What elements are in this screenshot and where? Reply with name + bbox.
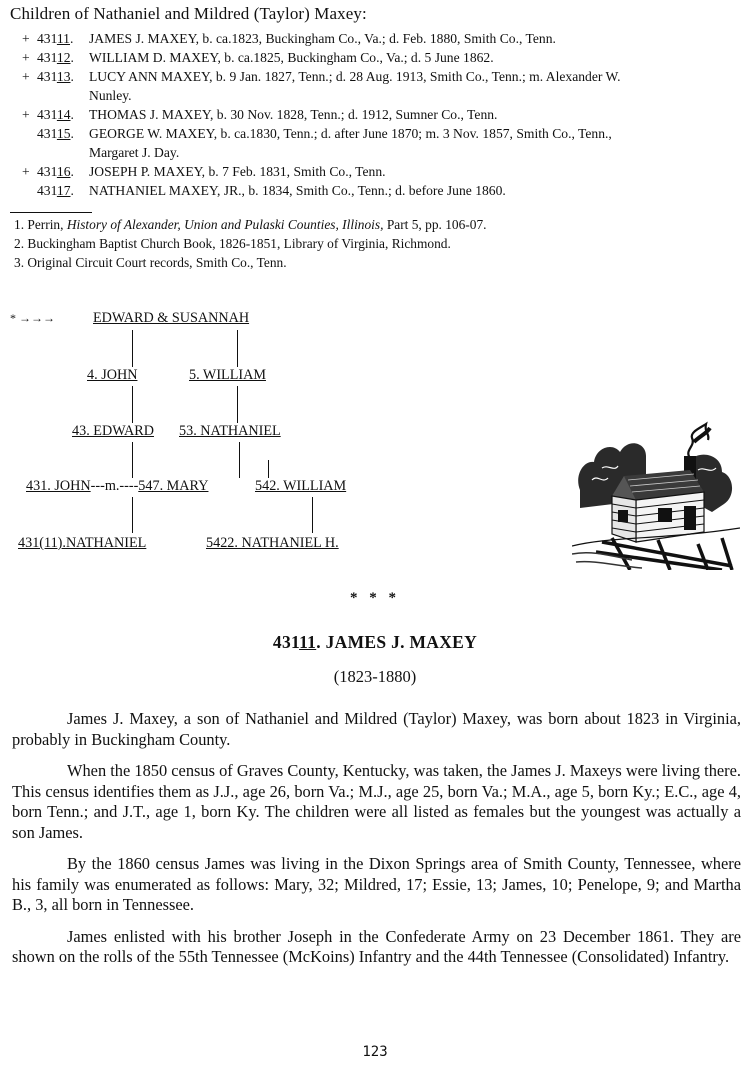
paragraph: James enlisted with his brother Joseph in the Confederate Army on 23 December 1861. They are shown on the rolls of the 55th Tennessee (McKoins) Infantry and the 44th Tennessee (Consolidated) Infantry. bbox=[12, 926, 741, 966]
child-number: 43116. bbox=[37, 164, 74, 179]
tree-node-john-431: 431. JOHN---m.----547. MARY bbox=[26, 478, 209, 494]
child-number: 43117. bbox=[37, 183, 74, 198]
tree-node-nathaniel-5422: 5422. NATHANIEL H. bbox=[206, 535, 339, 551]
child-entry: GEORGE W. MAXEY, b. ca.1830, Tenn.; d. after June 1870; m. 3 Nov. 1857, Smith Co., Tenn., bbox=[89, 126, 612, 141]
tree-node-william-5: 5. WILLIAM bbox=[189, 367, 266, 383]
child-entry: NATHANIEL MAXEY, JR., b. 1834, Smith Co., Tenn.; d. before June 1860. bbox=[89, 183, 506, 198]
child-entry: WILLIAM D. MAXEY, b. ca.1825, Buckingham Co., Va.; d. 5 June 1862. bbox=[89, 50, 494, 65]
child-number: 43115. bbox=[37, 126, 74, 141]
continues-marker: + bbox=[22, 31, 30, 46]
child-number: 43113. bbox=[37, 69, 74, 84]
paragraph: By the 1860 census James was living in the Dixon Springs area of Smith County, Tennessee, where his family was enumerated as follows: Mary, 32; Mildred, 17; Essie, 13; James, 10; Penelope, 9; and Martha B., 3, all born in Tennessee. bbox=[12, 854, 741, 914]
section-separator: * * * bbox=[350, 590, 400, 606]
continues-marker: + bbox=[22, 69, 30, 84]
connector-line bbox=[312, 497, 313, 533]
connector-line bbox=[132, 442, 133, 478]
footnote-2: 2. Buckingham Baptist Church Book, 1826-1851, Library of Virginia, Richmond. bbox=[14, 236, 451, 251]
log-cabin-illustration bbox=[572, 420, 740, 570]
section-dates: (1823-1880) bbox=[333, 667, 417, 686]
biography-text bbox=[12, 709, 741, 979]
child-entry: JAMES J. MAXEY, b. ca.1823, Buckingham Co., Va.; d. Feb. 1880, Smith Co., Tenn. bbox=[89, 31, 556, 46]
arrow-marker: * →→→ bbox=[10, 311, 55, 325]
tree-node-nathaniel-53: 53. NATHANIEL bbox=[179, 423, 281, 439]
tree-root: EDWARD & SUSANNAH bbox=[93, 310, 250, 326]
paragraph: James J. Maxey, a son of Nathaniel and Mildred (Taylor) Maxey, was born about 1823 in Virginia, probably in Buckingham County. bbox=[12, 709, 741, 749]
tree-node-edward-43: 43. EDWARD bbox=[72, 423, 154, 439]
tree-node-nathaniel-431-11: 431(11).NATHANIEL bbox=[18, 535, 147, 551]
connector-line bbox=[268, 460, 269, 478]
section-title: 43111. JAMES J. MAXEY bbox=[272, 632, 478, 652]
connector-line bbox=[132, 497, 133, 533]
page-number: 123 bbox=[362, 1044, 388, 1060]
connector-line bbox=[132, 330, 133, 367]
child-entry: LUCY ANN MAXEY, b. 9 Jan. 1827, Tenn.; d. 28 Aug. 1913, Smith Co., Tenn.; m. Alexander W. bbox=[89, 69, 621, 84]
child-number: 43112. bbox=[37, 50, 74, 65]
child-entry-continued: Margaret J. Day. bbox=[89, 145, 180, 160]
footnote-1: 1. Perrin, History of Alexander, Union and Pulaski Counties, Illinois, Part 5, pp. 106-07. bbox=[14, 217, 487, 232]
continues-marker: + bbox=[22, 164, 30, 179]
connector-line bbox=[132, 386, 133, 423]
tree-node-william-542: 542. WILLIAM bbox=[255, 478, 347, 494]
child-entry: THOMAS J. MAXEY, b. 30 Nov. 1828, Tenn.; d. 1912, Sumner Co., Tenn. bbox=[89, 107, 498, 122]
connector-line bbox=[237, 330, 238, 367]
continues-marker: + bbox=[22, 107, 30, 122]
paragraph: When the 1850 census of Graves County, Kentucky, was taken, the James J. Maxeys were living there. This census identifies them as J.J., age 26, born Va.; M.J., age 25, born Va.; M.A., age 5, born Ky.; E.C., age 4, born Tenn.; and J.T., age 1, born Ky. The children were all listed as females but the youngest was actually a son James. bbox=[12, 761, 741, 842]
continues-marker: + bbox=[22, 50, 30, 65]
footnote-3: 3. Original Circuit Court records, Smith Co., Tenn. bbox=[14, 255, 287, 270]
child-number: 43111. bbox=[37, 31, 74, 46]
connector-line bbox=[239, 442, 240, 478]
child-entry-continued: Nunley. bbox=[89, 88, 132, 103]
connector-line bbox=[237, 386, 238, 423]
child-number: 43114. bbox=[37, 107, 74, 122]
child-entry: JOSEPH P. MAXEY, b. 7 Feb. 1831, Smith Co., Tenn. bbox=[89, 164, 386, 179]
children-heading: Children of Nathaniel and Mildred (Taylor) Maxey: bbox=[10, 4, 367, 23]
tree-node-john-4: 4. JOHN bbox=[87, 367, 138, 383]
